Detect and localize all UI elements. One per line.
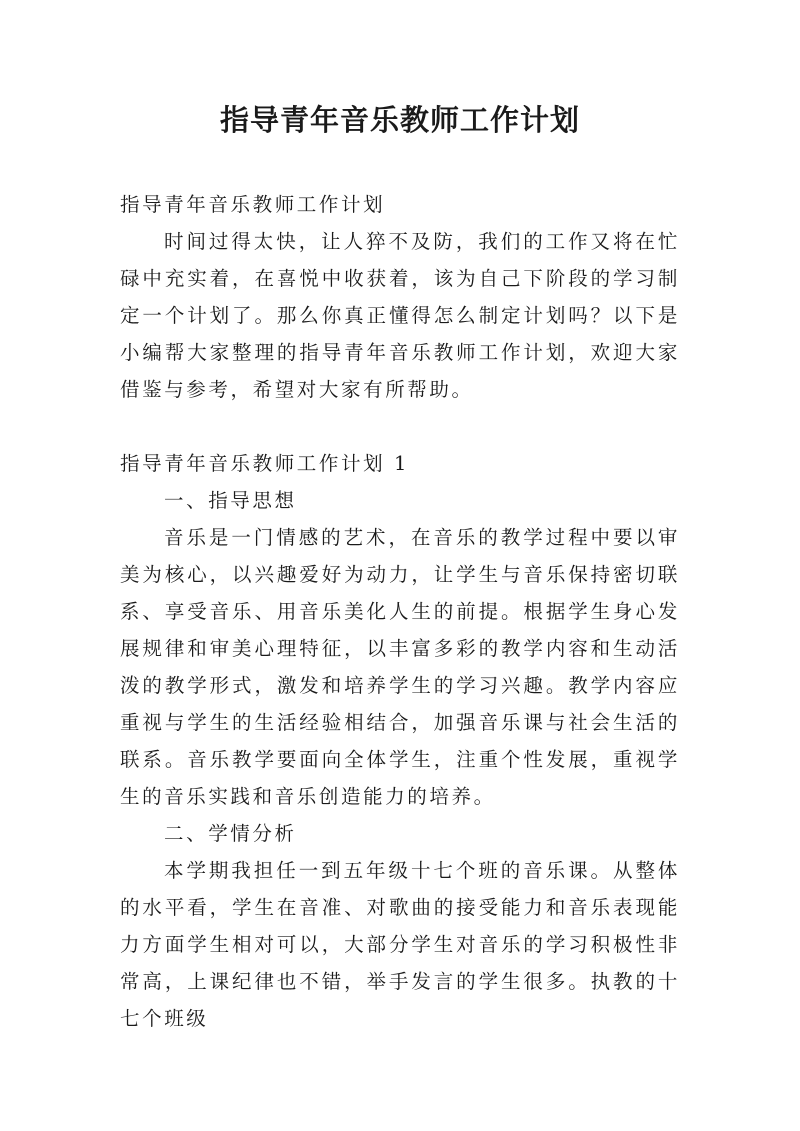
paragraph-student-analysis: 本学期我担任一到五年级十七个班的音乐课。从整体的水平看，学生在音准、对歌曲的接受能力和音乐表现能力方面学生相对可以，大部分学生对音乐的学习积极性非常高，上课纪律也不错，举手发言的学生很多。执教的十七个班级 [120, 859, 680, 1030]
document-body [120, 186, 680, 1037]
paragraph-spacer [120, 408, 680, 445]
document-title: 指导青年音乐教师工作计划 [219, 103, 580, 137]
heading-guiding-ideology: 一、指导思想 [164, 489, 297, 512]
heading-student-analysis: 二、学情分析 [164, 822, 297, 845]
paragraph-guiding-ideology: 音乐是一门情感的艺术，在音乐的教学过程中要以审美为核心，以兴趣爱好为动力，让学生与音乐保持密切联系、享受音乐、用音乐美化人生的前提。根据学生身心发展规律和审美心理特征，以丰富多彩的教学内容和生动活泼的教学形式，激发和培养学生的学习兴趣。教学内容应重视与学生的生活经验相结合，加强音乐课与社会生活的联系。音乐教学要面向全体学生，注重个性发展，重视学生的音乐实践和音乐创造能力的培养。 [120, 526, 680, 808]
intro-paragraph: 时间过得太快，让人猝不及防，我们的工作又将在忙碌中充实着，在喜悦中收获着，该为自己下阶段的学习制定一个计划了。那么你真正懂得怎么制定计划吗？以下是小编帮大家整理的指导青年音乐教师工作计划，欢迎大家借鉴与参考，希望对大家有所帮助。 [120, 230, 680, 401]
subtitle: 指导青年音乐教师工作计划 [120, 193, 386, 216]
section-title: 指导青年音乐教师工作计划 1 [120, 452, 410, 475]
